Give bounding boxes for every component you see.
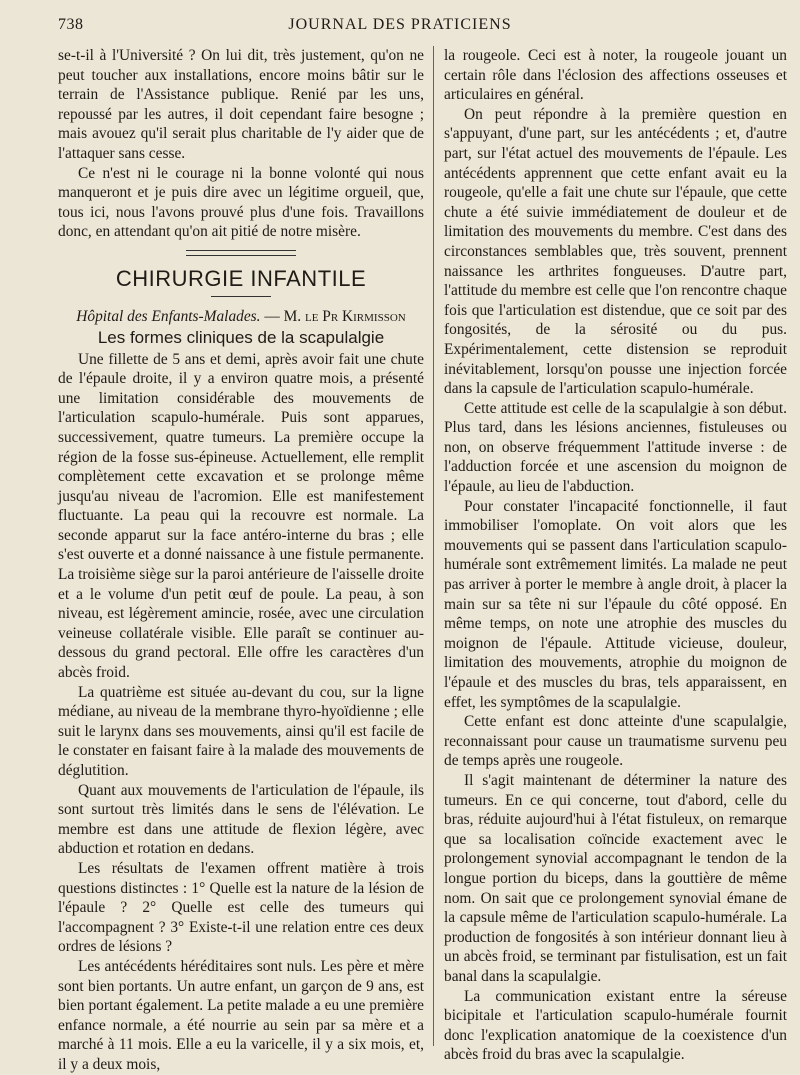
article-paragraph-3: Quant aux mouvements de l'articulation de l'épaule, ils sont surtout très limités dans le sens de l'élévation. Le membre est dans une attitude de flexion légère, avec abduction et rotation en dedans. [58,781,424,858]
right-paragraph-5: Cette enfant est donc atteinte d'une scapulalgie, reconnaissant pour cause un traumatisme survenu peu de temps après une rougeole. [444,713,787,770]
byline-hospital: Hôpital des Enfants-Malades. [76,307,261,325]
right-paragraph-2: On peut répondre à la première question en s'appuyant, d'une part, sur les antécédents ; et, d'autre part, sur l'état actuel des mouvements de l'épaule. Les antécédents apprennent que cette enfant avait eu la rougeole, qu'elle a fait une chute sur l'épaule, que cette chute a été suivie immédiatement de douleur et de limitation des mouvements du membre. C'est dans des circonstances semblables que, très souvent, prennent naissance les arthrites fongueuses. D'autre part, l'attitude du membre est celle que l'on rencontre chaque fois que l'articulation est distendue, que ce soit par des fongosités, de la sérosité ou du pus. Expérimentalement, cette distension se reproduit inévitablement, lorsqu'on pousse une injection forcée dans la capsule de l'articulation scapulo-humérale. [444,105,787,398]
byline-author: — M. le Pr Kirmisson [264,307,406,325]
section-title-underline [211,296,271,297]
column-divider [433,46,434,1046]
right-column [444,46,787,1064]
article-paragraph-5: Les antécédents héréditaires sont nuls. Les père et mère sont bien portants. Un autre enfant, un garçon de 9 ans, est bien portant également. La petite malade a eu une première enfance normale, a été nourrie au sein par sa mère et a marché à 11 mois. Elle a eu la varicelle, il y a six mois, et, il y a deux mois, [58,957,424,1073]
intro-paragraph-2: Ce n'est ni le courage ni la bonne volonté qui nous manqueront et je puis dire avec un légitime orgueil, que, tous ici, nous l'avons prouvé plus d'une fois. Travaillons donc, en attendant qu'on ait pitié de notre misère. [58,164,424,241]
section-separator [186,250,296,256]
article-byline [58,307,424,327]
right-paragraph-4: Pour constater l'incapacité fonctionnelle, il faut immobiliser l'omoplate. On voit alors que les mouvements qui se passent dans l'articulation scapulo-humérale sont extrêmement limités. La malade ne peut pas arriver à porter le membre à angle droit, à placer la main sur sa tête ni sur l'épaule du côté opposé. En même temps, on note une atrophie des muscles du moignon de l'épaule. Attitude vicieuse, douleur, limitation des mouvements, atrophie du moignon de l'épaule et des muscles du bras, tels apparaissent, en effet, les symptômes de la scapulalgie. [444,497,787,711]
left-column [58,46,424,1073]
right-paragraph-1: la rougeole. Ceci est à noter, la rougeole jouant un certain rôle dans l'éclosion des affections osseuses et articulaires en général. [444,47,787,104]
running-header [0,14,800,40]
right-paragraph-7: La communication existant entre la séreuse bicipitale et l'articulation scapulo-humérale fournit donc l'explication anatomique de la coexistence d'un abcès froid du bras avec la scapulalgie. [444,987,787,1064]
journal-title: JOURNAL DES PRATICIENS [288,16,512,33]
right-paragraph-6: Il s'agit maintenant de déterminer la nature des tumeurs. En ce qui concerne, tout d'abord, celle du bras, réduite aujourd'hui à l'état fistuleux, on remarque que sa localisation coïncide exactement avec le prolongement synovial accompagnant le tendon de la longue portion du biceps, dans la gouttière de même nom. On sait que ce prolongement synovial émane de la capsule même de l'articulation scapulo-humérale. La production de fongosités à son intérieur donnant lieu à un abcès froid, se terminant par fistulisation, est un fait banal dans la scapulalgie. [444,771,787,985]
article-paragraph-1: Une fillette de 5 ans et demi, après avoir fait une chute de l'épaule droite, il y a environ quatre mois, a présenté une limitation considérable des mouvements de l'articulation scapulo-humérale. Puis sont apparues, successivement, quatre tumeurs. La première occupe la région de la fosse sus-épineuse. Actuellement, elle remplit complètement cette excavation et se prolonge même jusqu'au niveau de l'acromion. Elle est manifestement fluctuante. La peau qui la recouvre est normale. La seconde apparut sur la face antéro-interne du bras ; elle s'est ouverte et a donné naissance à une fistule permanente. La troisième siège sur la paroi antérieure de l'aisselle droite et a le volume d'un petit œuf de poule. La peau, à son niveau, est légèrement amincie, rosée, avec une circulation veineuse collatérale visible. Elle paraît se continuer au-dessous du grand pectoral. Elle offre les caractères d'un abcès froid. [58,350,424,682]
article-paragraph-2: La quatrième est située au-devant du cou, sur la ligne médiane, au niveau de la membrane thyro-hyoïdienne ; elle suit le larynx dans ses mouvements, ainsi qu'il est facile de le constater en faisant faire à la malade des mouvements de déglutition. [58,683,424,779]
page-number: 738 [58,16,84,33]
section-title: CHIRURGIE INFANTILE [115,265,367,291]
intro-paragraph-1: se-t-il à l'Université ? On lui dit, très justement, qu'on ne peut toucher aux installations, encore moins bâtir sur le terrain de l'Assistance publique. Renié par les uns, repoussé par les autres, il doit cependant faire besogne ; mais avouez qu'il serait plus charitable de l'y aider que de l'attaquer sans cesse. [58,47,424,162]
right-paragraph-3: Cette attitude est celle de la scapulalgie à son début. Plus tard, dans les lésions anciennes, fistuleuses ou non, on observe fréquemment l'attitude inverse : de l'adduction forcée et une ascension du moignon de l'épaule, au lieu de l'abduction. [444,399,787,496]
article-title: Les formes cliniques de la scapulalgie [97,327,385,347]
article-paragraph-4: Les résultats de l'examen offrent matière à trois questions distinctes : 1° Quelle est la nature de la lésion de l'épaule ? 2° Quelle est celle des tumeurs qui l'accompagnent ? 3° Existe-t-il une relation entre ces deux ordres de lésions ? [58,859,424,956]
